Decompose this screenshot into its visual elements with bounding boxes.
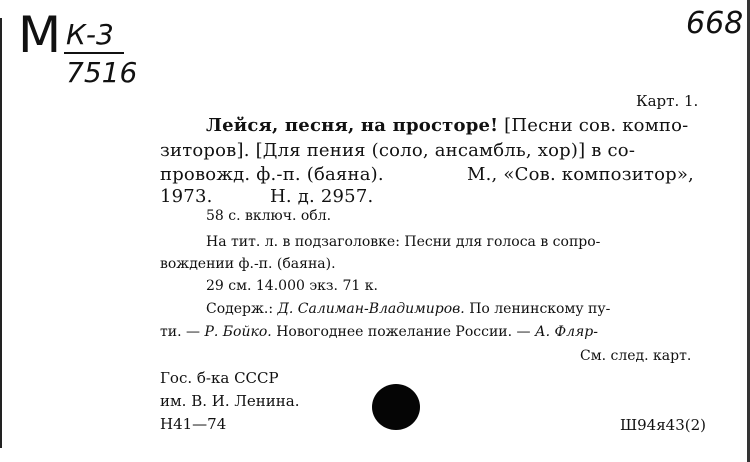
entry-title: Лейся, песня, на просторе! [206, 115, 499, 136]
title-note-line-2: вождении ф.-п. (баяна). [160, 256, 336, 272]
entry-line-3a: провожд. ф.-п. (баяна). [160, 164, 384, 185]
contents-author-1: Д. Салиман-Владимиров. [277, 301, 465, 317]
contents-text-2a: ти. — [160, 324, 200, 340]
contents-author-2: Р. Бойко. [204, 324, 272, 340]
entry-line-3b: М., «Сов. композитор», [467, 164, 694, 185]
contents-author-3: А. Фляр- [534, 324, 598, 340]
entry-line-2: зиторов]. [Для пения (соло, ансамбль, хор)] в со- [160, 140, 636, 161]
handwritten-letter: М [18, 6, 62, 64]
card-number: Карт. 1. [636, 92, 699, 110]
handwritten-shelf-bottom: 7516 [66, 56, 138, 89]
entry-line-1 [206, 117, 688, 135]
entry-line-4a: 1973. [160, 186, 213, 207]
pages-note: 58 с. включ. обл. [206, 208, 332, 224]
handwritten-corner-number: 668 [686, 6, 744, 41]
contents-line-1 [206, 302, 610, 316]
library-line-1: Гос. б-ка СССР [160, 369, 279, 387]
contents-text-2b: Новогоднее пожелание России. — [276, 324, 531, 340]
library-line-2: им. В. И. Ленина. [160, 392, 300, 410]
library-code: Н41—74 [160, 415, 227, 433]
title-note-line-1: На тит. л. в подзаголовке: Песни для голоса в сопро- [206, 234, 601, 250]
contents-line-2 [160, 325, 598, 339]
ink-blot [372, 384, 420, 430]
contents-text-1: По ленинскому пу- [469, 301, 611, 317]
entry-line-4b: Н. д. 2957. [270, 186, 374, 207]
handwritten-shelf-top: К-3 [66, 18, 114, 51]
card-left-edge [0, 18, 2, 448]
handwritten-underline [64, 52, 124, 54]
continued-note: См. след. карт. [580, 348, 692, 364]
contents-label: Содерж.: [206, 301, 274, 317]
catalog-code: Ш94я43(2) [620, 416, 707, 434]
size-and-print-run: 29 см. 14.000 экз. 71 к. [206, 278, 378, 294]
entry-line-1-rest: [Песни сов. компо- [504, 115, 689, 136]
